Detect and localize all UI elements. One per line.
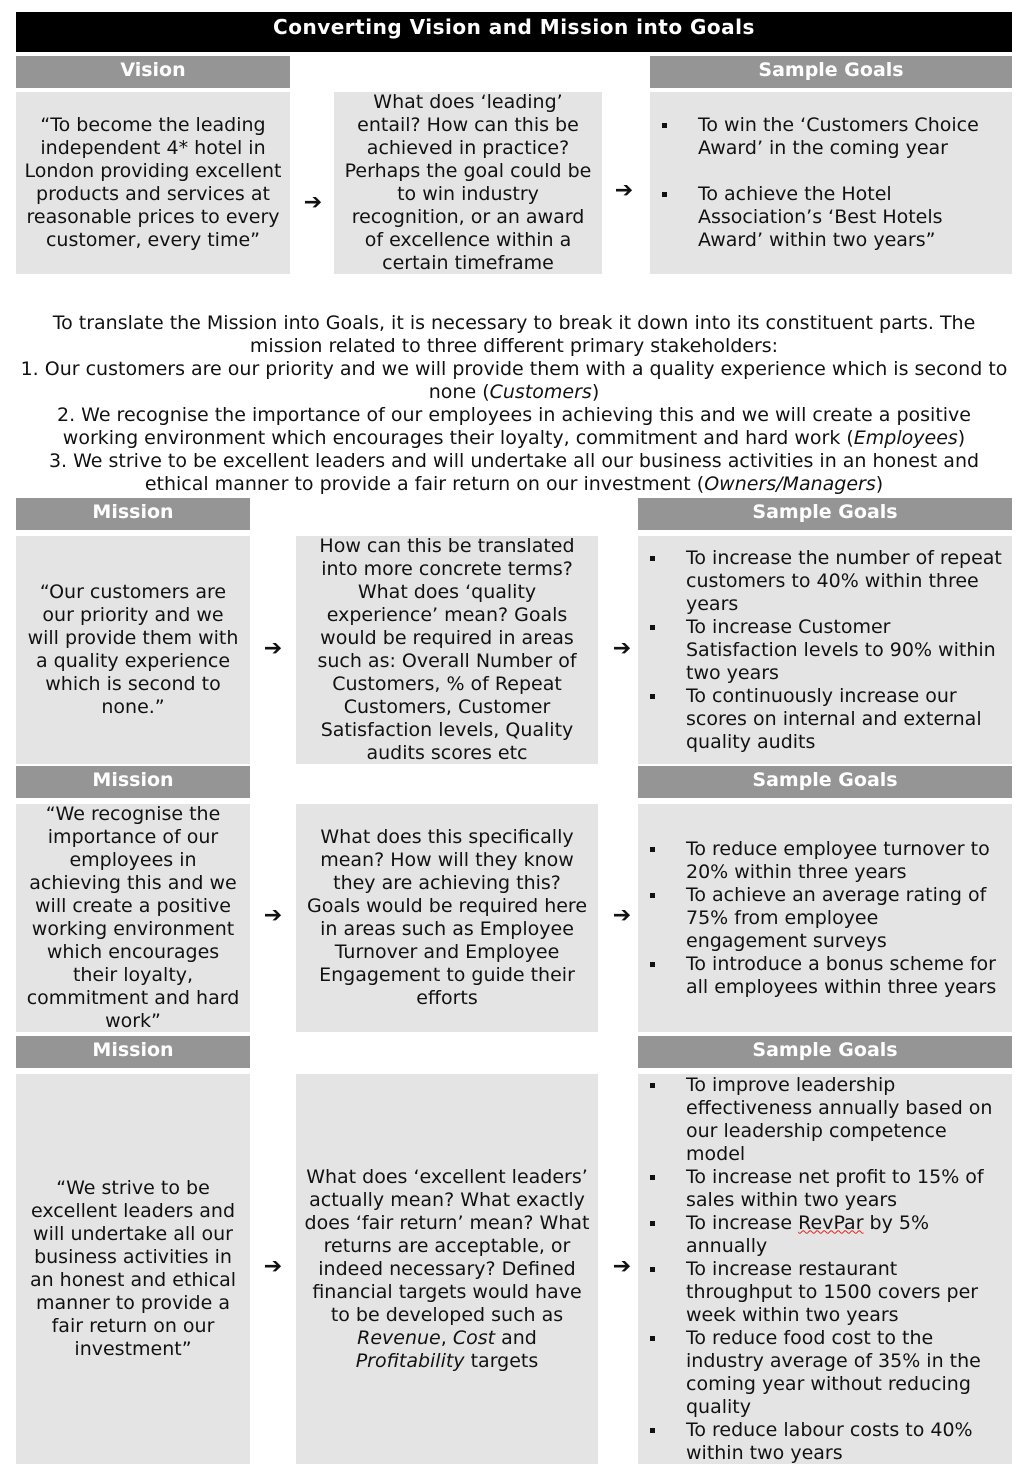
- mission-question: What does ‘excellent leaders’ actually mean? What exactly does ‘fair return’ mean? What returns are acceptable, or indeed necessary? Defined financial targets would have to be developed such as Revenue, Cost and Profitability targets: [296, 1074, 598, 1464]
- mission-goals-header: Sample Goals: [638, 498, 1012, 530]
- mission-header: Mission: [16, 766, 250, 798]
- list-item: To reduce food cost to the industry average of 35% in the coming year without reducing quality: [648, 1327, 1002, 1419]
- list-item: To win the ‘Customers Choice Award’ in the coming year: [660, 114, 1002, 160]
- mission-goals-list: [638, 804, 1012, 1032]
- mission-goals-header: Sample Goals: [638, 1036, 1012, 1068]
- mission-header: Mission: [16, 1036, 250, 1068]
- vision-header: Vision: [16, 56, 290, 88]
- arrow-right-icon: ➔: [612, 1254, 632, 1279]
- mission-question: What does this specifically mean? How will they know they are achieving this? Goals would be required here in areas such as Employee Turnover and Employee Engagement to guide their efforts: [296, 804, 598, 1032]
- arrow-right-icon: ➔: [612, 903, 632, 928]
- page-title: Converting Vision and Mission into Goals: [16, 12, 1012, 52]
- list-item: To achieve the Hotel Association’s ‘Best Hotels Award’ within two years”: [660, 183, 1002, 252]
- mission-statement: “Our customers are our priority and we will provide them with a quality experience which is second to none.”: [16, 536, 250, 764]
- arrow-right-icon: ➔: [612, 636, 632, 661]
- mission-goals-list: [638, 1074, 1012, 1464]
- intro-item-2: 2. We recognise the importance of our employees in achieving this and we will create a positive working environment which encourages their loyalty, commitment and hard work (Employees): [56, 404, 971, 449]
- list-item: To continuously increase our scores on internal and external quality audits: [648, 685, 1002, 754]
- list-item: To reduce labour costs to 40% within two years: [648, 1419, 1002, 1465]
- vision-goals-header: Sample Goals: [650, 56, 1012, 88]
- list-item: To reduce employee turnover to 20% within three years: [648, 838, 1002, 884]
- mission-statement: “We recognise the importance of our employees in achieving this and we will create a positive working environment which encourages their loyalty, commitment and hard work”: [16, 804, 250, 1032]
- vision-question: What does ‘leading’ entail? How can this be achieved in practice? Perhaps the goal could be to win industry recognition, or an award of excellence within a certain timeframe: [334, 92, 602, 274]
- intro-line: To translate the Mission into Goals, it is necessary to break it down into its constituent parts. The mission related to three different primary stakeholders:: [52, 312, 976, 357]
- arrow-right-icon: ➔: [263, 903, 283, 928]
- mission-question: How can this be translated into more concrete terms? What does ‘quality experience’ mean? Goals would be required in areas such as: Overall Number of Customers, % of Repeat Customers, Customer Satisfaction levels, Quality audits scores etc: [296, 536, 598, 764]
- list-item: To increase the number of repeat customers to 40% within three years: [648, 547, 1002, 616]
- intro-text: [20, 312, 1008, 496]
- intro-item-3: 3. We strive to be excellent leaders and will undertake all our business activities in an honest and ethical manner to provide a fair return on our investment (Owners/Managers): [48, 450, 980, 495]
- mission-goals-header: Sample Goals: [638, 766, 1012, 798]
- vision-goals-list: [650, 92, 1012, 274]
- arrow-right-icon: ➔: [614, 178, 634, 203]
- arrow-right-icon: ➔: [263, 1254, 283, 1279]
- list-item: To increase restaurant throughput to 1500 covers per week within two years: [648, 1258, 1002, 1327]
- mission-statement: “We strive to be excellent leaders and will undertake all our business activities in an honest and ethical manner to provide a fair return on our investment”: [16, 1074, 250, 1464]
- intro-item-1: 1. Our customers are our priority and we will provide them with a quality experience which is second to none (Customers): [20, 358, 1008, 403]
- list-item: To increase net profit to 15% of sales within two years: [648, 1166, 1002, 1212]
- list-item: To introduce a bonus scheme for all employees within three years: [648, 953, 1002, 999]
- arrow-right-icon: ➔: [303, 190, 323, 215]
- list-item: To improve leadership effectiveness annually based on our leadership competence model: [648, 1074, 1002, 1166]
- mission-goals-list: [638, 536, 1012, 764]
- arrow-right-icon: ➔: [263, 636, 283, 661]
- list-item: To achieve an average rating of 75% from employee engagement surveys: [648, 884, 1002, 953]
- list-item: To increase RevPar by 5% annually: [648, 1212, 1002, 1258]
- vision-statement: “To become the leading independent 4* hotel in London providing excellent products and services at reasonable prices to every customer, every time”: [16, 92, 290, 274]
- list-item: To increase Customer Satisfaction levels to 90% within two years: [648, 616, 1002, 685]
- mission-header: Mission: [16, 498, 250, 530]
